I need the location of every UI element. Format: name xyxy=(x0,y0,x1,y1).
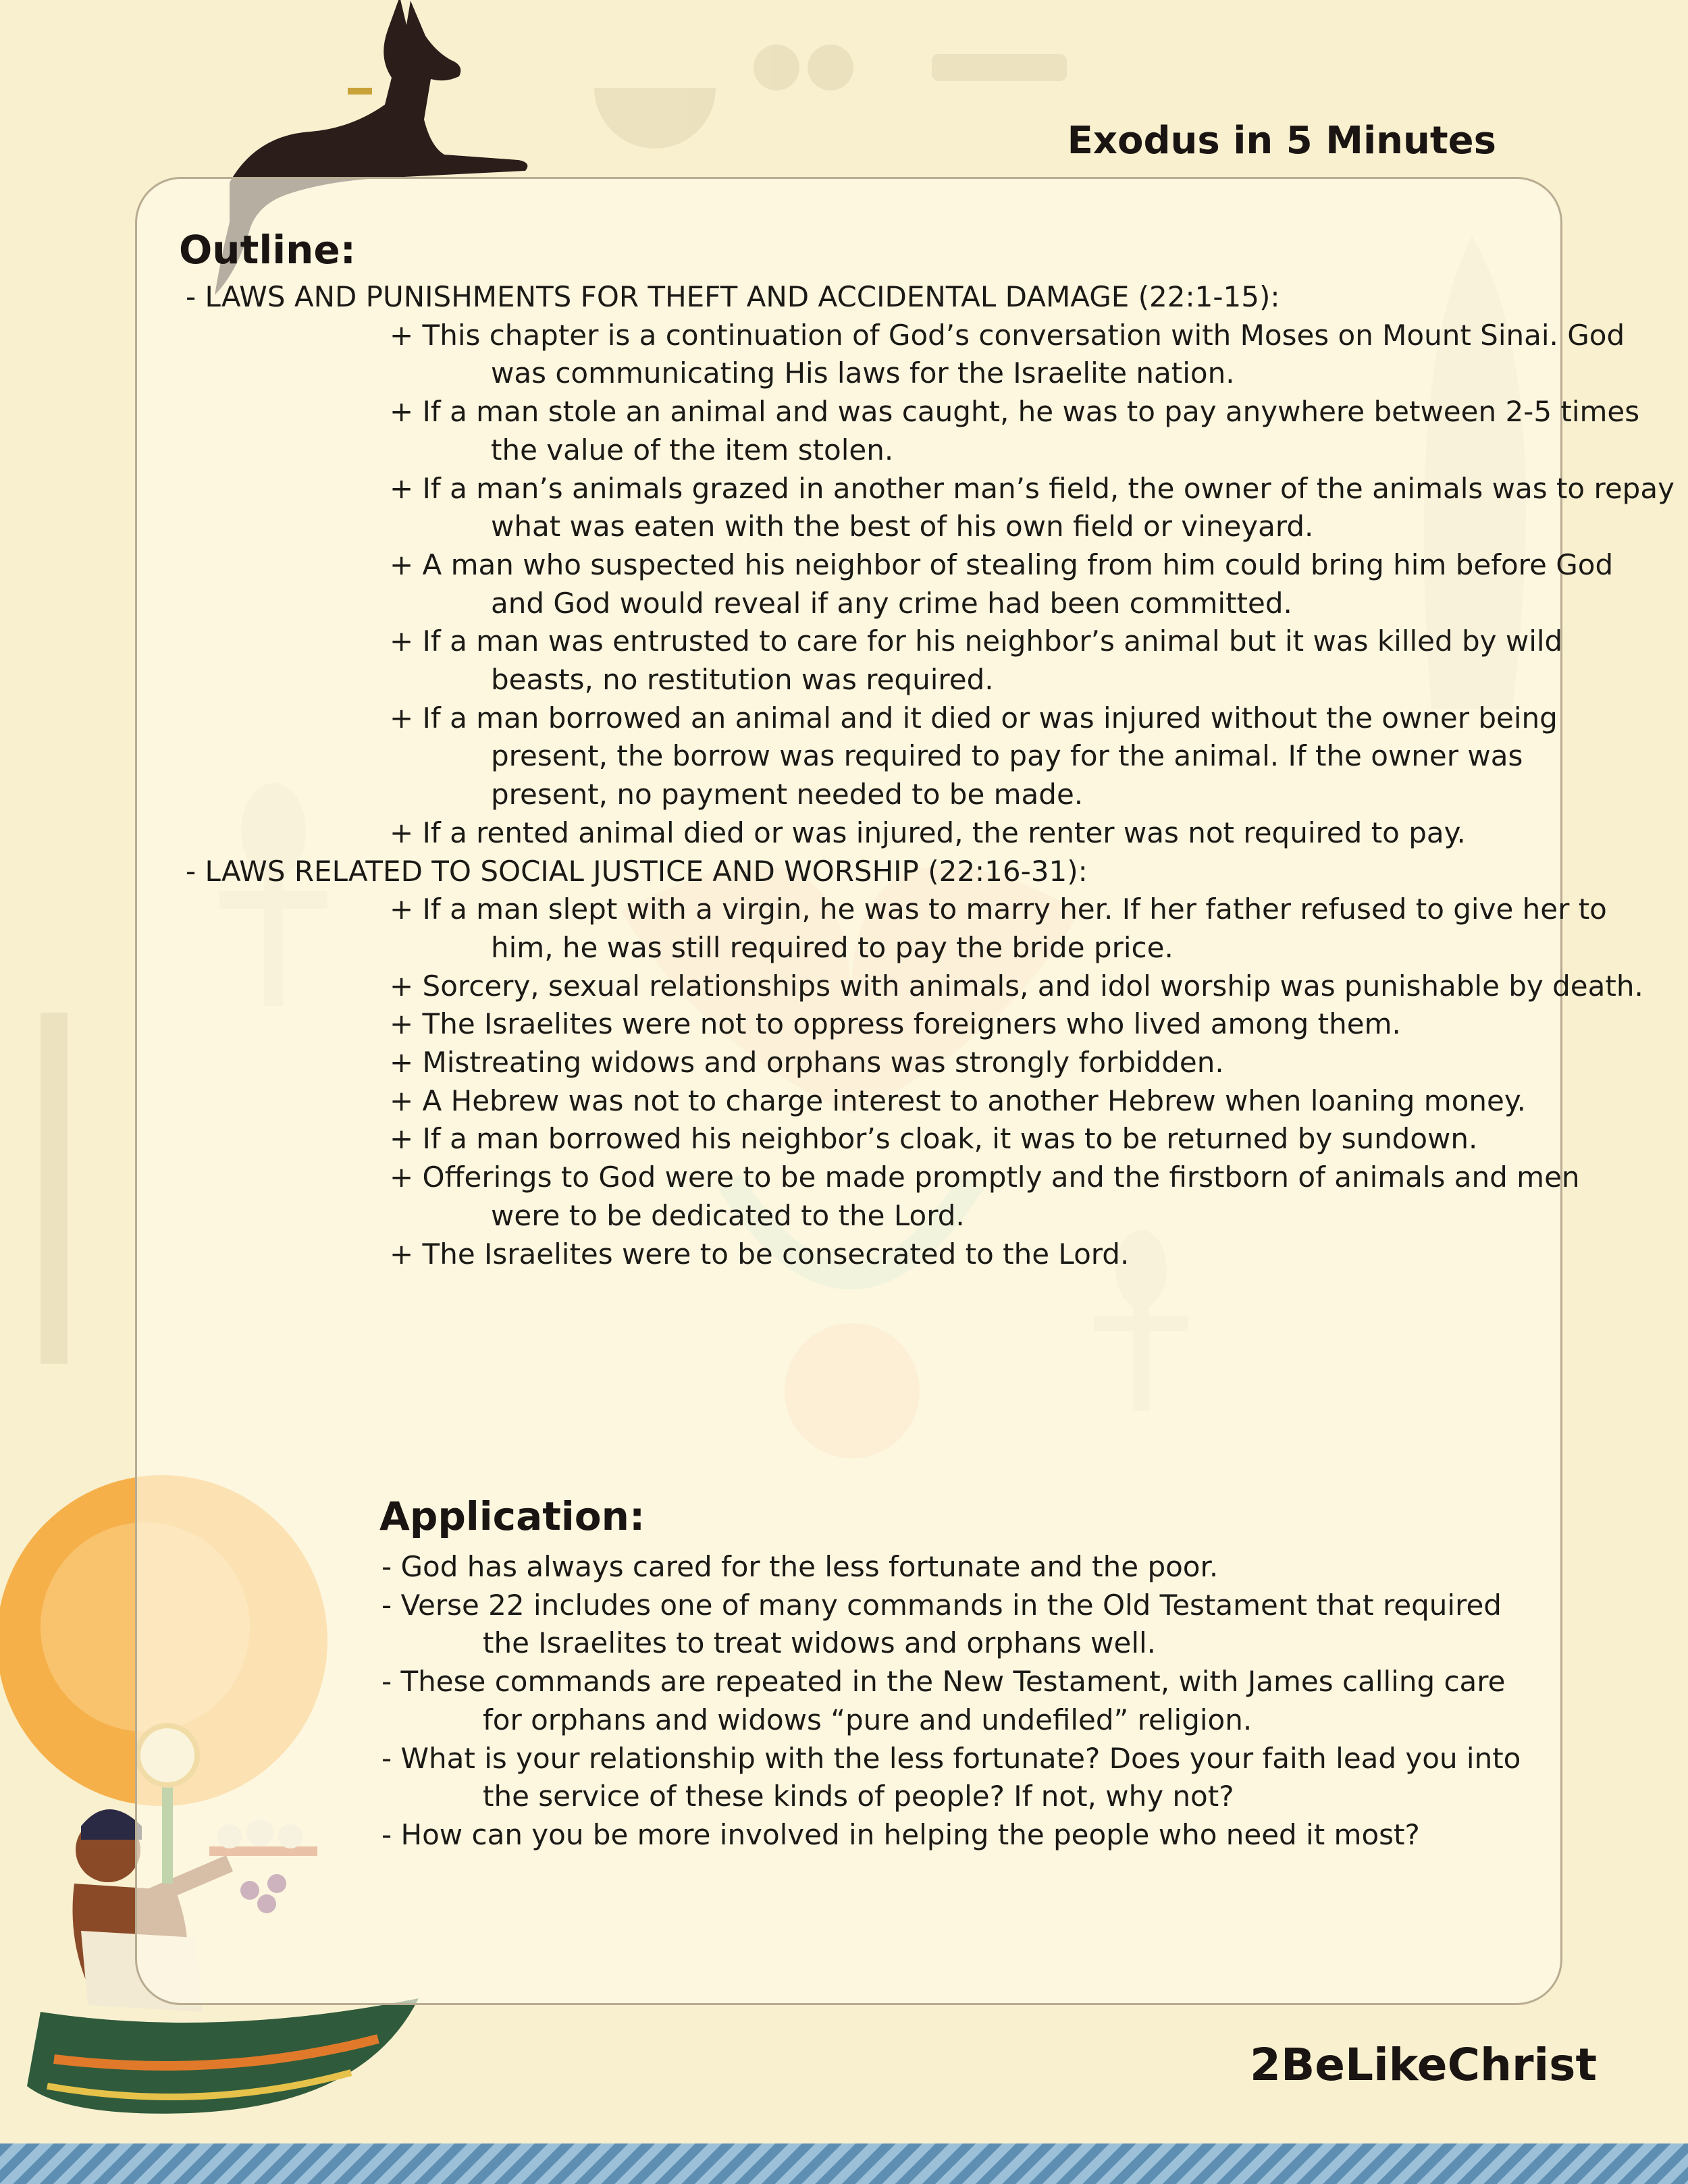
bottom-decorative-stripe xyxy=(0,2143,1688,2184)
list-item: - What is your relationship with the less fortunate? Does your faith lead you into the service of these kinds of people? If not, why not? xyxy=(381,1741,1521,1813)
list-item: + The Israelites were not to oppress foreigners who lived among them. xyxy=(390,1007,1401,1041)
list-item: + If a man was entrusted to care for his neighbor’s animal but it was killed by wild beasts, no restitution was required. xyxy=(390,624,1563,697)
application-heading: Application: xyxy=(379,1493,645,1539)
list-item: - Verse 22 includes one of many commands in the Old Testament that required the Israelites to treat widows and orphans well. xyxy=(381,1588,1502,1660)
list-item: + If a man’s animals grazed in another man’s field, the owner of the animals was to repay what was eaten with the best of his own field or vineyard. xyxy=(390,471,1674,543)
page-title: Exodus in 5 Minutes xyxy=(1067,119,1496,163)
list-item: - How can you be more involved in helping the people who need it most? xyxy=(381,1817,1420,1851)
outline-list xyxy=(186,278,1674,1273)
section-title: - LAWS AND PUNISHMENTS FOR THEFT AND ACCIDENTAL DAMAGE (22:1-15): xyxy=(186,280,1280,313)
list-item: + Offerings to God were to be made promptly and the firstborn of animals and men were to be dedicated to the Lord. xyxy=(390,1161,1580,1232)
list-item: + If a man borrowed an animal and it died or was injured without the owner being present, the borrow was required to pay for the animal. If the owner was present, no payment needed to be made. xyxy=(390,701,1558,811)
list-item: - God has always cared for the less fortunate and the poor. xyxy=(381,1550,1219,1583)
section-title: - LAWS RELATED TO SOCIAL JUSTICE AND WORSHIP (22:16-31): xyxy=(186,854,1088,888)
outline-heading: Outline: xyxy=(179,227,356,273)
list-item: + If a man borrowed his neighbor’s cloak, it was to be returned by sundown. xyxy=(390,1122,1478,1156)
list-item: + This chapter is a continuation of God’s conversation with Moses on Mount Sinai. God was communicating His laws for the Israelite nation. xyxy=(390,318,1625,390)
list-item: + Sorcery, sexual relationships with animals, and idol worship was punishable by death. xyxy=(390,969,1643,1003)
list-item: + A man who suspected his neighbor of stealing from him could bring him before God and God would reveal if any crime had been committed. xyxy=(390,548,1614,620)
list-item: + If a man stole an animal and was caught, he was to pay anywhere between 2-5 times the value of the item stolen. xyxy=(390,395,1640,467)
list-item: - These commands are repeated in the New Testament, with James calling care for orphans and widows “pure and undefiled” religion. xyxy=(381,1665,1506,1736)
list-item: + Mistreating widows and orphans was strongly forbidden. xyxy=(390,1046,1224,1080)
list-item: + A Hebrew was not to charge interest to another Hebrew when loaning money. xyxy=(390,1084,1527,1117)
list-item: + The Israelites were to be consecrated to the Lord. xyxy=(390,1237,1130,1271)
brand-logo: 2BeLikeChrist xyxy=(1250,2039,1597,2091)
application-list xyxy=(381,1548,1529,1855)
list-item: + If a man slept with a virgin, he was to marry her. If her father refused to give her to him, he was still required to pay the bride price. xyxy=(390,893,1607,964)
list-item: + If a rented animal died or was injured, the renter was not required to pay. xyxy=(390,816,1466,849)
